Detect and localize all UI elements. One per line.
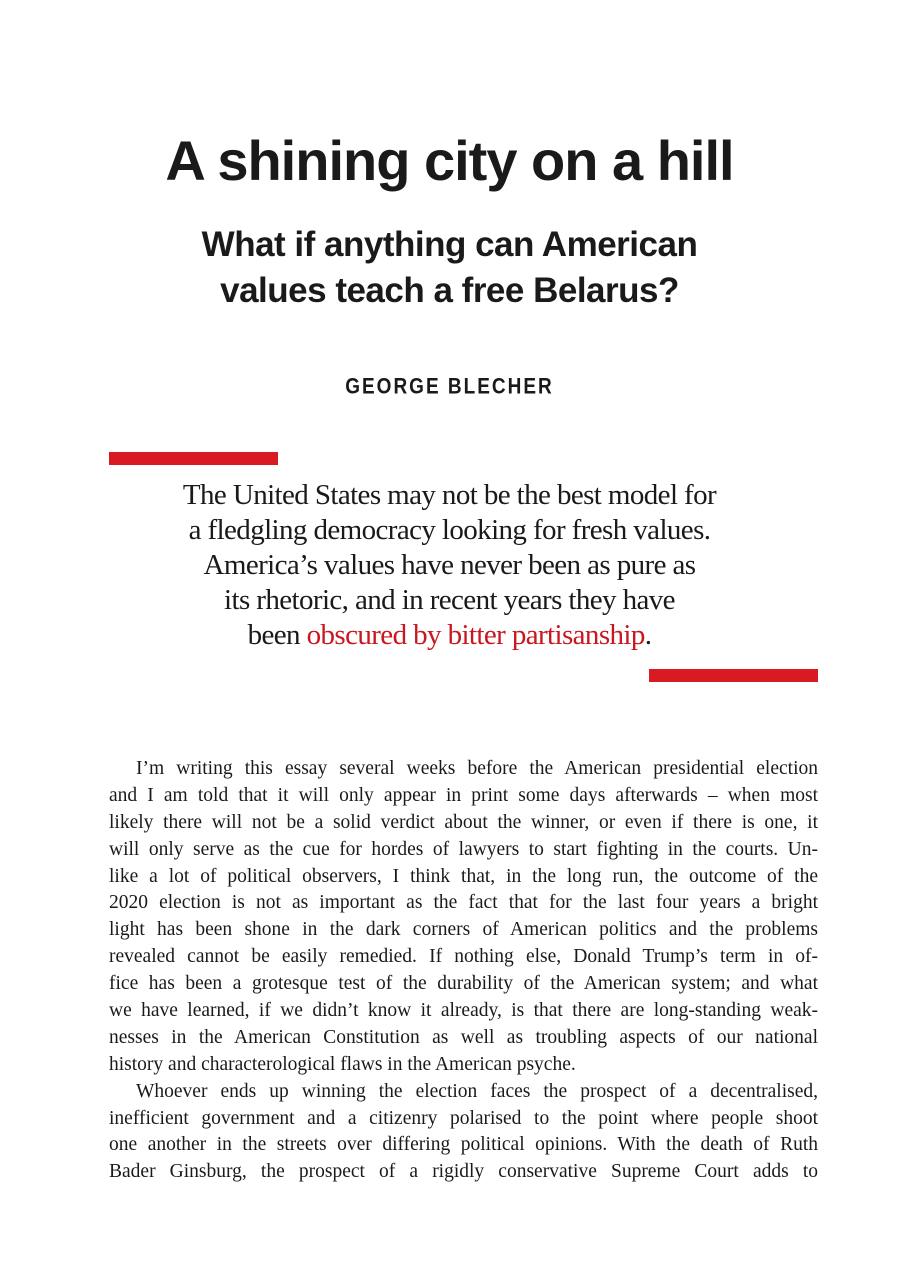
- accent-bar-top: [109, 452, 278, 465]
- paragraph-1: [109, 756, 818, 1079]
- body-line: inefficient government and a citizenry polarised to the point where people shoot: [109, 1107, 818, 1129]
- body-line: like a lot of political observers, I think that, in the long run, the outcome of the: [109, 865, 818, 887]
- pull-quote-line: its rhetoric, and in recent years they have: [224, 584, 675, 616]
- body-line: I’m writing this essay several weeks before the American presidential election: [136, 758, 818, 779]
- body-line: 2020 election is not as important as the fact that for the last four years a bright: [109, 892, 818, 914]
- article-body: [109, 756, 818, 1186]
- body-line: Whoever ends up winning the election faces the prospect of a decentralised,: [136, 1080, 818, 1102]
- pull-quote-last-line: [160, 618, 739, 653]
- accent-bar-bottom: [649, 669, 818, 682]
- article-subtitle: [0, 222, 899, 314]
- subtitle-line-2: values teach a free Belarus?: [220, 271, 679, 310]
- pull-quote-text: been: [247, 619, 307, 651]
- body-line: revealed cannot be easily remedied. If nothing else, Donald Trump’s term in of-: [109, 946, 818, 968]
- body-line: and I am told that it will only appear in print some days afterwards – when most: [109, 784, 818, 806]
- pull-quote-line: The United States may not be the best model for: [182, 479, 717, 511]
- body-line: fice has been a grotesque test of the durability of the American system; and what: [109, 973, 818, 995]
- pull-quote-highlight: obscured by bitter partisanship: [306, 619, 645, 651]
- author-name: GEORGE BLECHER: [345, 375, 554, 400]
- body-line: likely there will not be a solid verdict about the winner, or even if there is one, it: [109, 811, 818, 833]
- pull-quote: [160, 478, 739, 653]
- body-line: one another in the streets over differing political opinions. With the death of Ruth: [109, 1134, 818, 1156]
- body-line: we have learned, if we didn’t know it already, is that there are long-standing weak-: [109, 1000, 818, 1022]
- pull-quote-line: a fledgling democracy looking for fresh values.: [188, 514, 711, 546]
- body-line: history and characterological flaws in the American psyche.: [109, 1053, 576, 1075]
- body-line: will only serve as the cue for hordes of lawyers to start fighting in the courts. Un-: [109, 838, 818, 860]
- pull-quote-line: America’s values have never been as pure as: [203, 549, 696, 581]
- subtitle-line-1: What if anything can American: [201, 225, 698, 264]
- body-line: Bader Ginsburg, the prospect of a rigidly conservative Supreme Court adds to: [109, 1161, 818, 1183]
- pull-quote-period: .: [644, 619, 652, 651]
- body-line: nesses in the American Constitution as well as troubling aspects of our national: [109, 1026, 818, 1048]
- article-title: A shining city on a hill: [165, 129, 734, 192]
- paragraph-2: [109, 1079, 818, 1187]
- body-line: light has been shone in the dark corners of American politics and the problems: [109, 919, 818, 941]
